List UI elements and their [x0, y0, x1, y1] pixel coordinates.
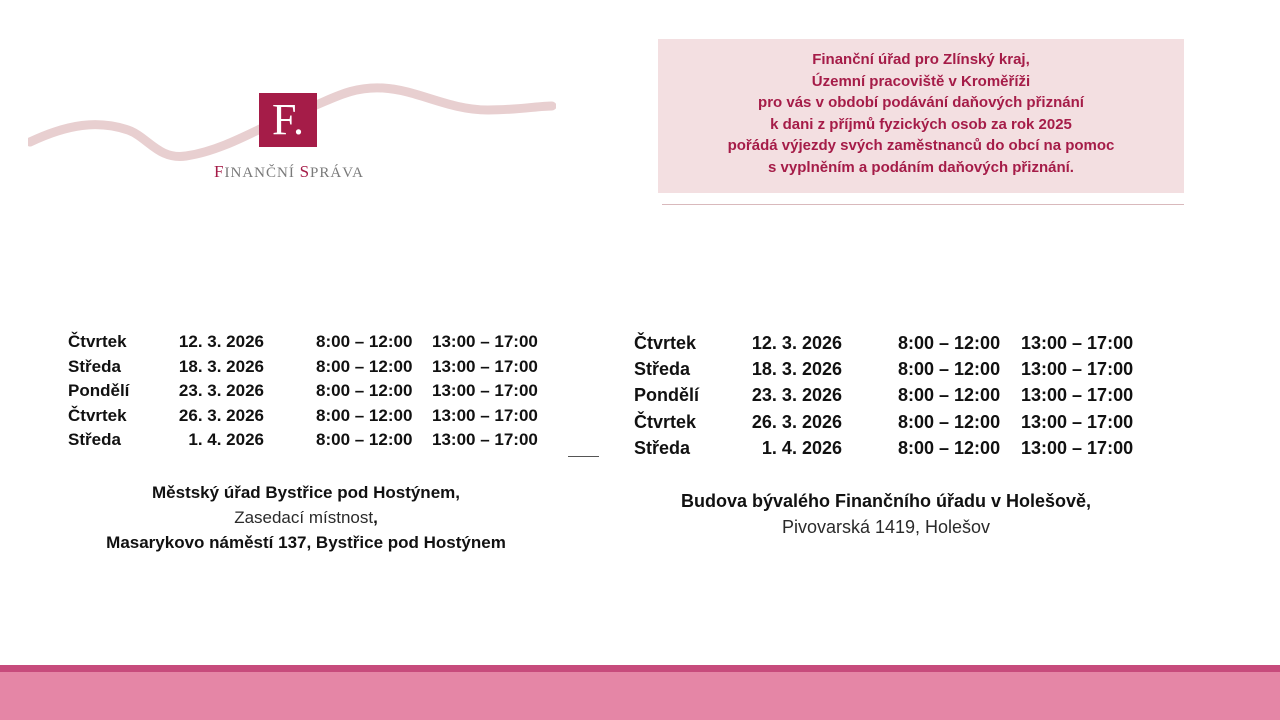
- schedule-afternoon-hours: 13:00 – 17:00: [1021, 333, 1134, 353]
- schedule-afternoon-hours: 13:00 – 17:00: [432, 332, 538, 351]
- schedule-day: Čtvrtek: [68, 332, 127, 351]
- logo-mark: F.: [259, 93, 317, 147]
- schedule-holesov: [634, 330, 1154, 461]
- logo-wordmark-f: F: [214, 162, 225, 181]
- schedule-afternoon-hours: 13:00 – 17:00: [1021, 437, 1134, 458]
- header-divider: [662, 204, 1184, 205]
- announcement-line: pořádá výjezdy svých zaměstnanců do obcí na pomoc: [727, 137, 1115, 154]
- schedule-row: [68, 355, 568, 380]
- schedule-morning-hours: 8:00 – 12:00: [316, 405, 413, 425]
- venue-room: Zasedací místnost: [234, 508, 374, 527]
- announcement-line: pro vás v období podávání daňových přiznání: [758, 94, 1084, 111]
- schedule-morning-hours: 8:00 – 12:00: [316, 430, 413, 449]
- schedule-date: 23. 3. 2026: [178, 381, 264, 400]
- schedule-row: [634, 356, 1154, 382]
- schedule-date: 12. 3. 2026: [751, 333, 842, 353]
- schedule-day: Čtvrtek: [634, 333, 697, 353]
- announcement-box: [658, 39, 1184, 193]
- footer-band: [0, 672, 1280, 720]
- schedule-morning-hours: 8:00 – 12:00: [316, 332, 413, 351]
- schedule-date: 12. 3. 2026: [178, 332, 264, 351]
- venue-room-line: [70, 505, 542, 530]
- schedule-day: Středa: [634, 437, 691, 458]
- footer-accent-line: [0, 665, 1280, 672]
- schedule-bystrice: [68, 330, 568, 453]
- logo-wordmark-s-rest: PRÁVA: [310, 165, 364, 181]
- schedule-morning-hours: 8:00 – 12:00: [316, 356, 413, 376]
- schedule-row: [68, 404, 568, 429]
- schedule-afternoon-hours: 13:00 – 17:00: [1021, 411, 1134, 432]
- schedule-row: [634, 382, 1154, 408]
- venue-address: Pivovarská 1419, Holešov: [781, 517, 991, 537]
- schedule-date: 18. 3. 2026: [751, 359, 842, 380]
- logo-wordmark: [184, 162, 394, 182]
- venue-name: Budova bývalého Finančního úřadu v Holešově,: [680, 491, 1092, 511]
- schedule-day: Středa: [68, 430, 121, 449]
- schedule-row: [634, 435, 1154, 461]
- logo-wordmark-s: S: [299, 162, 311, 181]
- schedule-morning-hours: 8:00 – 12:00: [316, 381, 413, 400]
- venue-name: Městský úřad Bystřice pod Hostýnem,: [152, 483, 460, 502]
- schedule-morning-hours: 8:00 – 12:00: [898, 359, 1001, 380]
- schedule-row: [68, 428, 568, 453]
- schedule-afternoon-hours: 13:00 – 17:00: [432, 356, 538, 376]
- schedule-day: Čtvrtek: [68, 405, 127, 425]
- schedule-date: 23. 3. 2026: [751, 385, 842, 406]
- schedule-row: [634, 330, 1154, 356]
- schedule-morning-hours: 8:00 – 12:00: [898, 437, 1001, 458]
- venue-address: Masarykovo náměstí 137, Bystřice pod Hostýnem: [106, 533, 506, 552]
- financni-sprava-logo: [28, 80, 556, 190]
- schedule-afternoon-hours: 13:00 – 17:00: [432, 405, 538, 425]
- schedule-morning-hours: 8:00 – 12:00: [898, 333, 1001, 353]
- schedule-date: 26. 3. 2026: [751, 411, 842, 432]
- schedule-morning-hours: 8:00 – 12:00: [898, 385, 1001, 406]
- schedule-row: [68, 379, 568, 404]
- venue-holesov: [640, 488, 1132, 540]
- venue-bystrice: [70, 480, 542, 555]
- announcement-line: Územní pracoviště v Kroměříži: [811, 72, 1031, 90]
- schedule-afternoon-hours: 13:00 – 17:00: [1021, 359, 1134, 380]
- logo-wordmark-f-rest: INANČNÍ: [224, 165, 300, 181]
- schedule-day: Pondělí: [634, 385, 700, 406]
- schedule-afternoon-hours: 13:00 – 17:00: [1021, 385, 1134, 406]
- announcement-text: [658, 49, 1184, 178]
- venue-room-comma: ,: [373, 508, 378, 527]
- announcement-line: Finanční úřad pro Zlínský kraj,: [812, 51, 1030, 68]
- schedule-afternoon-hours: 13:00 – 17:00: [432, 430, 538, 449]
- schedule-day: Středa: [634, 359, 691, 380]
- schedule-day: Čtvrtek: [634, 411, 697, 432]
- schedule-row: [634, 409, 1154, 435]
- schedule-date: 1. 4. 2026: [188, 430, 264, 449]
- separator-line: [568, 456, 599, 457]
- announcement-line: k dani z příjmů fyzických osob za rok 2025: [770, 115, 1072, 133]
- schedule-date: 1. 4. 2026: [761, 437, 842, 458]
- schedule-day: Pondělí: [68, 381, 130, 400]
- schedule-row: [68, 330, 568, 355]
- schedule-date: 26. 3. 2026: [178, 405, 264, 425]
- schedule-day: Středa: [68, 356, 121, 376]
- announcement-line: s vyplněním a podáním daňových přiznání.: [768, 158, 1074, 176]
- schedule-date: 18. 3. 2026: [178, 356, 264, 376]
- schedule-morning-hours: 8:00 – 12:00: [898, 411, 1001, 432]
- schedule-afternoon-hours: 13:00 – 17:00: [432, 381, 538, 400]
